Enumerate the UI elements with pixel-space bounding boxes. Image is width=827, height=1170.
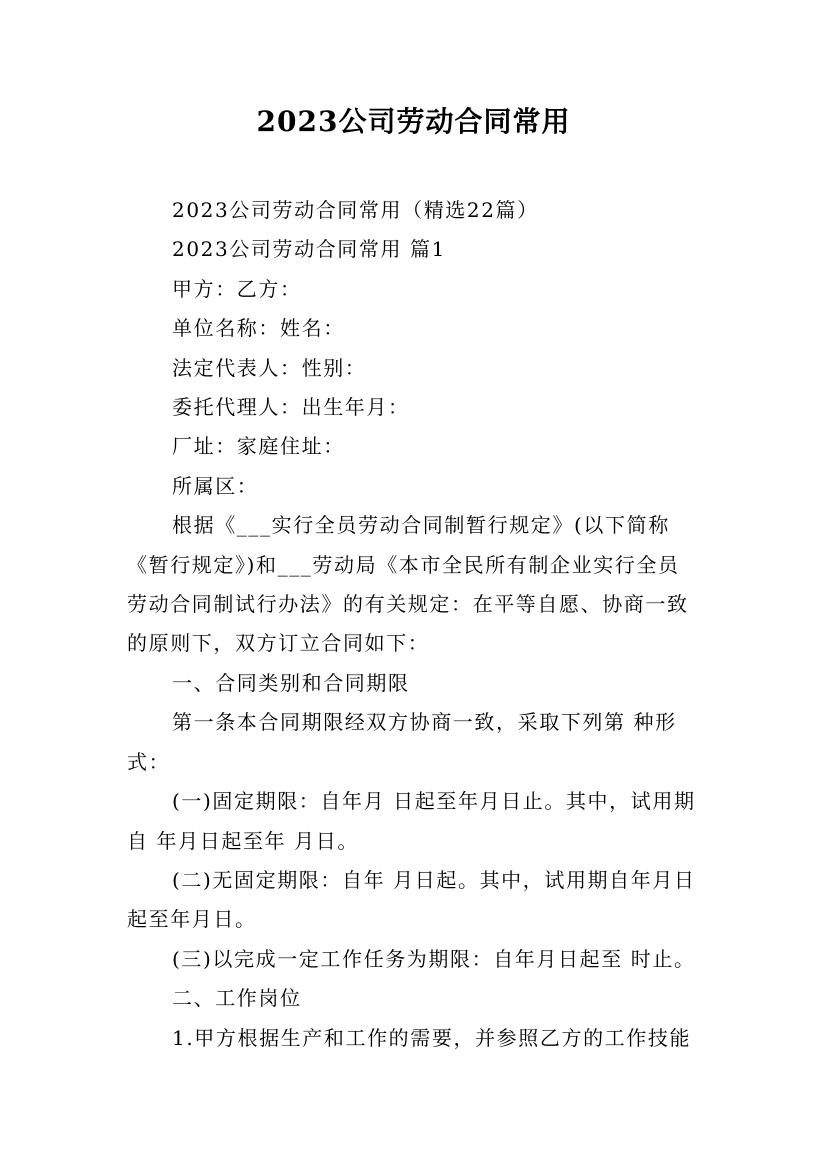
paragraph-unit-name: 单位名称：姓名：	[172, 316, 345, 341]
paragraph-legal-representative: 法定代表人：性别：	[172, 355, 367, 380]
paragraph-section-heading: 2023公司劳动合同常用 篇1	[172, 237, 446, 262]
paragraph-subtitle: 2023公司劳动合同常用（精选22篇）	[172, 198, 539, 222]
paragraph-address: 厂址：家庭住址：	[172, 434, 345, 459]
document-title: 2023公司劳动合同常用	[256, 105, 571, 138]
paragraph-job-clause: 1.甲方根据生产和工作的需要，并参照乙方的工作技能	[172, 1025, 692, 1050]
document-body	[127, 191, 701, 1058]
paragraph-chapter-one: 一、合同类别和合同期限	[172, 670, 410, 695]
paragraph-fixed-term: (一)固定期限：自年月 日起至年月日止。其中，试用期自 年月日起至年 月日。	[127, 789, 696, 853]
paragraph-preamble: 根据《___实行全员劳动合同制暂行规定》(以下简称《暂行规定》)和___劳动局《本市全民所有制企业实行全员劳动合同制试行办法》的有关规定：在平等自愿、协商一致的原则下，双方订立合同如下：	[127, 513, 689, 656]
paragraph-task-term: (三)以完成一定工作任务为期限：自年月日起至 时止。	[172, 946, 696, 971]
paragraph-chapter-two: 二、工作岗位	[172, 986, 302, 1011]
paragraph-agent: 委托代理人：出生年月：	[172, 395, 410, 420]
paragraph-parties: 甲方：乙方：	[172, 276, 302, 301]
paragraph-open-term: (二)无固定期限：自年 月日起。其中，试用期自年月日起至年月日。	[127, 867, 696, 932]
paragraph-article-one: 第一条本合同期限经双方协商一致，采取下列第 种形式：	[127, 710, 677, 774]
paragraph-district: 所属区：	[172, 473, 259, 498]
